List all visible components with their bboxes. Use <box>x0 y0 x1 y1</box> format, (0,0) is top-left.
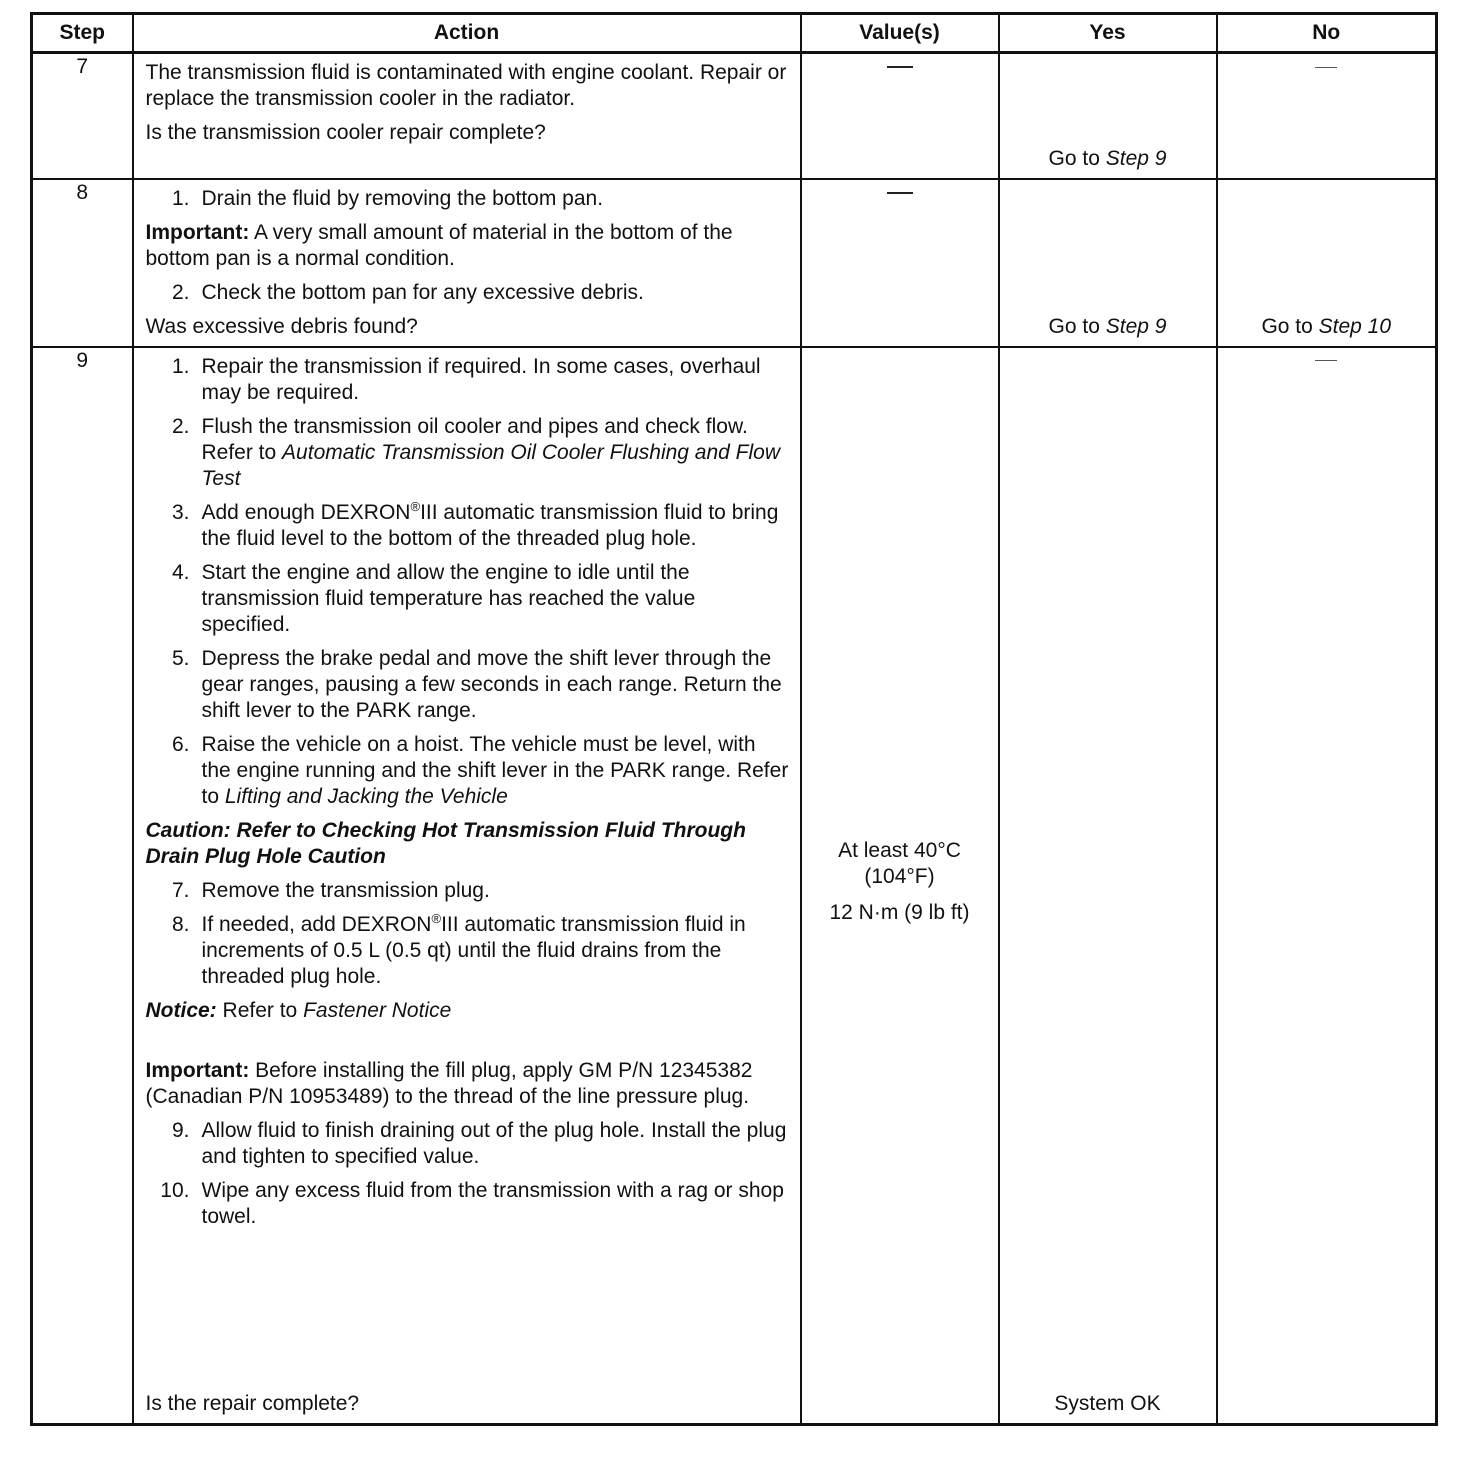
action-text: The transmission fluid is contaminated with engine coolant. Repair or replace the transmission cooler in the radiator. <box>145 61 787 110</box>
item-text: Wipe any excess fluid from the transmission with a rag or shop towel. <box>201 1178 784 1228</box>
item-text: III automatic transmission fluid in increments of 0.5 L (0.5 qt) until the fluid drains from the threaded plug hole. <box>201 912 746 988</box>
yes-prefix: Go to <box>1048 146 1106 170</box>
action-list <box>146 1118 790 1230</box>
header-no: No <box>1217 14 1437 53</box>
diagnostic-table <box>30 12 1438 1426</box>
item-text: Repair the transmission if required. In some cases, overhaul may be required. <box>201 354 761 404</box>
step-row-7 <box>32 53 1437 179</box>
important-note <box>146 1058 790 1110</box>
item-text: Remove the transmission plug. <box>201 878 490 902</box>
temperature-value: At least 40°C (104°F) <box>838 838 961 888</box>
important-label: Important: <box>145 1058 250 1082</box>
header-values: Value(s) <box>801 14 999 53</box>
item-number: 6. <box>171 732 190 756</box>
item-text: Flush the transmission oil cooler and pipes and check flow. Refer to <box>201 414 748 464</box>
step-number: 8 <box>32 179 133 347</box>
list-item <box>146 560 790 638</box>
item-number: 8. <box>171 912 190 936</box>
item-text: Start the engine and allow the engine to idle until the transmission fluid temperature has reached the value specified. <box>201 560 696 636</box>
list-item <box>146 646 790 724</box>
action-list <box>146 878 790 990</box>
item-text: III automatic transmission fluid to bring the fluid level to the bottom of the threaded plug hole. <box>201 500 779 550</box>
item-number: 5. <box>171 646 190 670</box>
value-cell <box>801 347 999 1425</box>
action-cell <box>133 179 801 347</box>
caution-note: Caution: Refer to Checking Hot Transmission Fluid Through Drain Plug Hole Caution <box>145 818 746 868</box>
reference-link[interactable]: Automatic Transmission Oil Cooler Flushing and Flow Test <box>201 440 781 490</box>
header-action: Action <box>133 14 801 53</box>
list-item <box>146 1178 790 1230</box>
item-text: Depress the brake pedal and move the shift lever through the gear ranges, pausing a few seconds in each range. Return the shift lever to the PARK range. <box>201 646 782 722</box>
important-note <box>146 220 790 272</box>
action-question: Is the repair complete? <box>145 1392 360 1415</box>
list-item <box>146 732 790 810</box>
value-cell <box>801 179 999 347</box>
list-item <box>146 1118 790 1170</box>
reference-link[interactable]: Lifting and Jacking the Vehicle <box>224 784 508 808</box>
important-label: Important: <box>145 220 250 244</box>
list-item <box>146 280 790 306</box>
notice-label: Notice: <box>145 998 217 1022</box>
action-cell <box>133 53 801 179</box>
item-text: Add enough DEXRON <box>201 500 411 524</box>
value-dash <box>887 192 913 194</box>
no-cell <box>1217 179 1437 347</box>
item-number: 1. <box>171 186 190 210</box>
item-text: Check the bottom pan for any excessive debris. <box>201 280 644 304</box>
list-item <box>146 912 790 990</box>
item-text: Allow fluid to finish draining out of the plug hole. Install the plug and tighten to specified value. <box>201 1118 787 1168</box>
yes-step-link[interactable]: Step 9 <box>1105 314 1167 338</box>
item-number: 7. <box>171 878 190 902</box>
list-item <box>146 500 790 552</box>
item-number: 1. <box>171 354 190 378</box>
no-cell <box>1217 53 1437 179</box>
step-row-9 <box>32 347 1437 1425</box>
item-text: Raise the vehicle on a hoist. The vehicle must be level, with the engine running and the shift lever in the PARK range. Refer to <box>201 732 789 808</box>
step-number: 9 <box>32 347 133 1425</box>
important-text: Before installing the fill plug, apply GM P/N 12345382 (Canadian P/N 10953489) to the thread of the line pressure plug. <box>145 1058 753 1108</box>
no-prefix: Go to <box>1261 314 1319 338</box>
item-number: 10. <box>160 1178 190 1202</box>
header-row <box>32 14 1437 53</box>
item-text: Drain the fluid by removing the bottom pan. <box>201 186 604 210</box>
item-number: 3. <box>171 500 190 524</box>
no-dash <box>1315 360 1337 361</box>
yes-prefix: Go to <box>1048 314 1106 338</box>
item-number: 4. <box>171 560 190 584</box>
list-item <box>146 414 790 492</box>
list-item <box>146 354 790 406</box>
action-list <box>146 186 790 212</box>
notice-text: Refer to <box>216 998 304 1022</box>
torque-value: 12 N·m (9 lb ft) <box>829 900 970 924</box>
action-list <box>146 280 790 306</box>
action-cell <box>133 347 801 1425</box>
action-question: Was excessive debris found? <box>145 314 418 338</box>
registered-mark: ® <box>431 910 442 926</box>
list-item <box>146 186 790 212</box>
item-number: 2. <box>171 414 190 438</box>
step-row-8 <box>32 179 1437 347</box>
item-number: 2. <box>171 280 190 304</box>
no-dash <box>1315 67 1337 68</box>
list-item <box>146 878 790 904</box>
yes-step-link[interactable]: Step 9 <box>1105 146 1167 170</box>
action-list <box>146 354 790 810</box>
yes-cell <box>999 347 1217 1425</box>
header-yes: Yes <box>999 14 1217 53</box>
header-step: Step <box>32 14 133 53</box>
yes-result: System OK <box>1054 1392 1161 1415</box>
yes-cell <box>999 179 1217 347</box>
no-cell <box>1217 347 1437 1425</box>
item-number: 9. <box>171 1118 190 1142</box>
value-dash <box>887 66 913 68</box>
no-step-link[interactable]: Step 10 <box>1318 314 1392 338</box>
reference-link[interactable]: Fastener Notice <box>303 998 452 1022</box>
registered-mark: ® <box>410 498 421 514</box>
important-text: A very small amount of material in the bottom of the bottom pan is a normal condition. <box>145 220 733 270</box>
item-text: If needed, add DEXRON <box>201 912 432 936</box>
action-question: Is the transmission cooler repair complete? <box>145 121 546 144</box>
step-number: 7 <box>32 53 133 179</box>
notice-note <box>146 998 790 1024</box>
yes-cell <box>999 53 1217 179</box>
value-cell <box>801 53 999 179</box>
